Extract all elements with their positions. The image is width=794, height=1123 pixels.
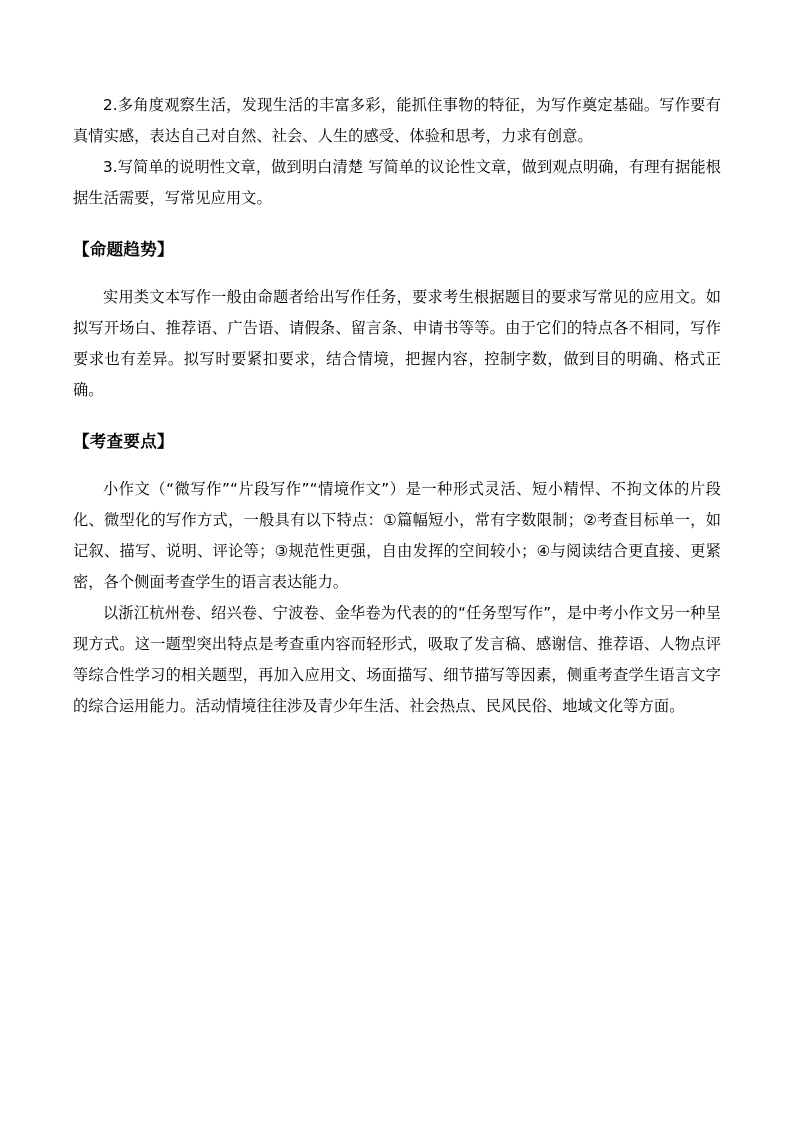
key-points-heading: 【考查要点】 bbox=[73, 432, 174, 451]
trend-paragraph: 实用类文本写作一般由命题者给出写作任务，要求考生根据题目的要求写常见的应用文。如拟写开场白、推荐语、广告语、请假条、留言条、申请书等等。由于它们的特点各不相同，写作要求也有差异。拟写时要紧扣要求，结合情境，把握内容，控制字数，做到目的明确、格式正确。 bbox=[73, 288, 721, 399]
key-points-paragraph-2: 以浙江杭州卷、绍兴卷、宁波卷、金华卷为代表的的“任务型写作”，是中考小作文另一种呈现方式。这一题型突出特点是考查重内容而轻形式，吸取了发言稿、感谢信、推荐语、人物点评等综合性学习的相关题型，再加入应用文、场面描写、细节描写等因素，侧重考查学生语言文字的综合运用能力。活动情境往往涉及青少年生活、社会热点、民风民俗、地域文化等方面。 bbox=[73, 604, 721, 715]
requirement-item-2: 2.多角度观察生活，发现生活的丰富多彩，能抓住事物的特征，为写作奠定基础。写作要有真情实感，表达自己对自然、社会、人生的感受、体验和思考，力求有创意。 bbox=[73, 96, 721, 145]
key-points-paragraph-1: 小作文（“微写作”“片段写作”“情境作文”）是一种形式灵活、短小精悍、不拘文体的片段化、微型化的写作方式，一般具有以下特点：①篇幅短小，常有字数限制；②考查目标单一，如记叙、描写、说明、评论等；③规范性更强，自由发挥的空间较小；④与阅读结合更直接、更紧密，各个侧面考查学生的语言表达能力。 bbox=[73, 480, 721, 591]
document-page bbox=[73, 90, 721, 722]
requirement-item-3: 3.写简单的说明性文章，做到明白清楚 写简单的议论性文章，做到观点明确，有理有据能根据生活需要，写常见应用文。 bbox=[73, 158, 721, 207]
trend-heading: 【命题趋势】 bbox=[73, 240, 174, 259]
requirements-section bbox=[73, 90, 721, 214]
